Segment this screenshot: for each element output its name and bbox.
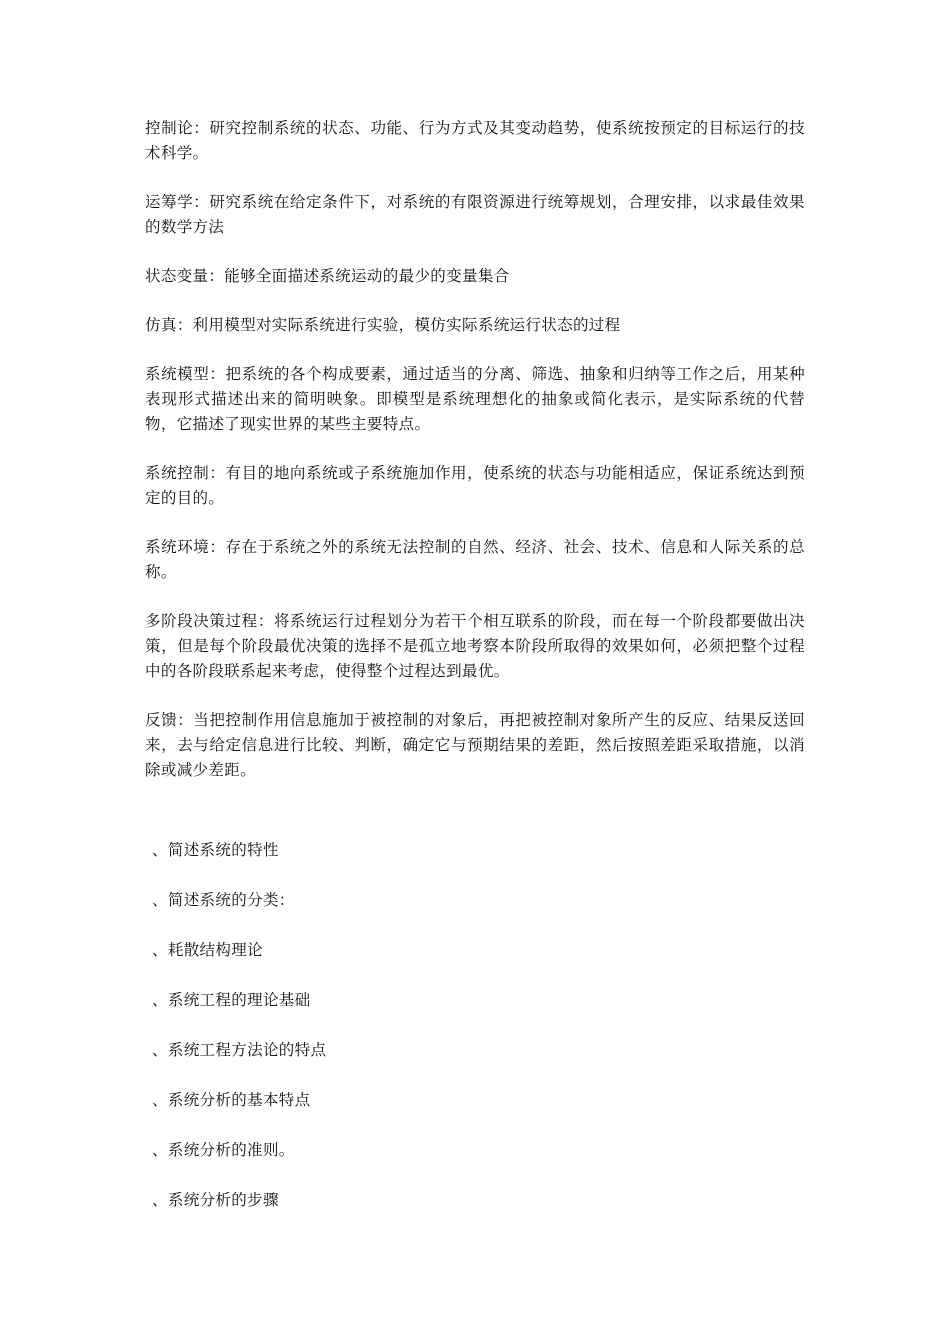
question-item: 、系统分析的基本特点 (152, 1091, 311, 1109)
definitions-section (145, 116, 805, 807)
definition-paragraph: 系统控制：有目的地向系统或子系统施加作用，使系统的状态与功能相适应，保证系统达到预定的目的。 (145, 464, 805, 507)
definition-paragraph: 系统环境：存在于系统之外的系统无法控制的自然、经济、社会、技术、信息和人际关系的总称。 (145, 538, 805, 581)
question-item: 、系统分析的步骤 (152, 1191, 279, 1209)
definition-paragraph: 多阶段决策过程：将系统运行过程划分为若干个相互联系的阶段，而在每一个阶段都要做出决策，但是每个阶段最优决策的选择不是孤立地考察本阶段所取得的效果如何，必须把整个过程中的各阶段联系起来考虑，使得整个过程达到最优。 (145, 612, 805, 680)
definition-paragraph: 状态变量：能够全面描述系统运动的最少的变量集合 (145, 267, 510, 285)
definition-paragraph: 控制论：研究控制系统的状态、功能、行为方式及其变动趋势，使系统按预定的目标运行的技术科学。 (145, 119, 805, 162)
question-item: 、系统工程的理论基础 (152, 991, 311, 1009)
question-item: 、系统工程方法论的特点 (152, 1041, 327, 1059)
question-item: 、耗散结构理论 (152, 941, 263, 959)
question-list (152, 838, 752, 1238)
definition-paragraph: 系统模型：把系统的各个构成要素，通过适当的分离、筛选、抽象和归纳等工作之后，用某种表现形式描述出来的简明映象。即模型是系统理想化的抽象或简化表示，是实际系统的代替物，它描述了现实世界的某些主要特点。 (145, 365, 805, 433)
definition-paragraph: 运筹学：研究系统在给定条件下，对系统的有限资源进行统筹规划，合理安排，以求最佳效果的数学方法 (145, 193, 805, 236)
definition-paragraph: 反馈：当把控制作用信息施加于被控制的对象后，再把被控制对象所产生的反应、结果反送回来，去与给定信息进行比较、判断，确定它与预期结果的差距，然后按照差距采取措施，以消除或减少差距。 (145, 711, 805, 779)
definition-paragraph: 仿真：利用模型对实际系统进行实验，模仿实际系统运行状态的过程 (145, 316, 621, 334)
question-item: 、系统分析的准则。 (152, 1141, 295, 1159)
question-item: 、简述系统的分类： (152, 891, 295, 909)
question-item: 、简述系统的特性 (152, 841, 279, 859)
